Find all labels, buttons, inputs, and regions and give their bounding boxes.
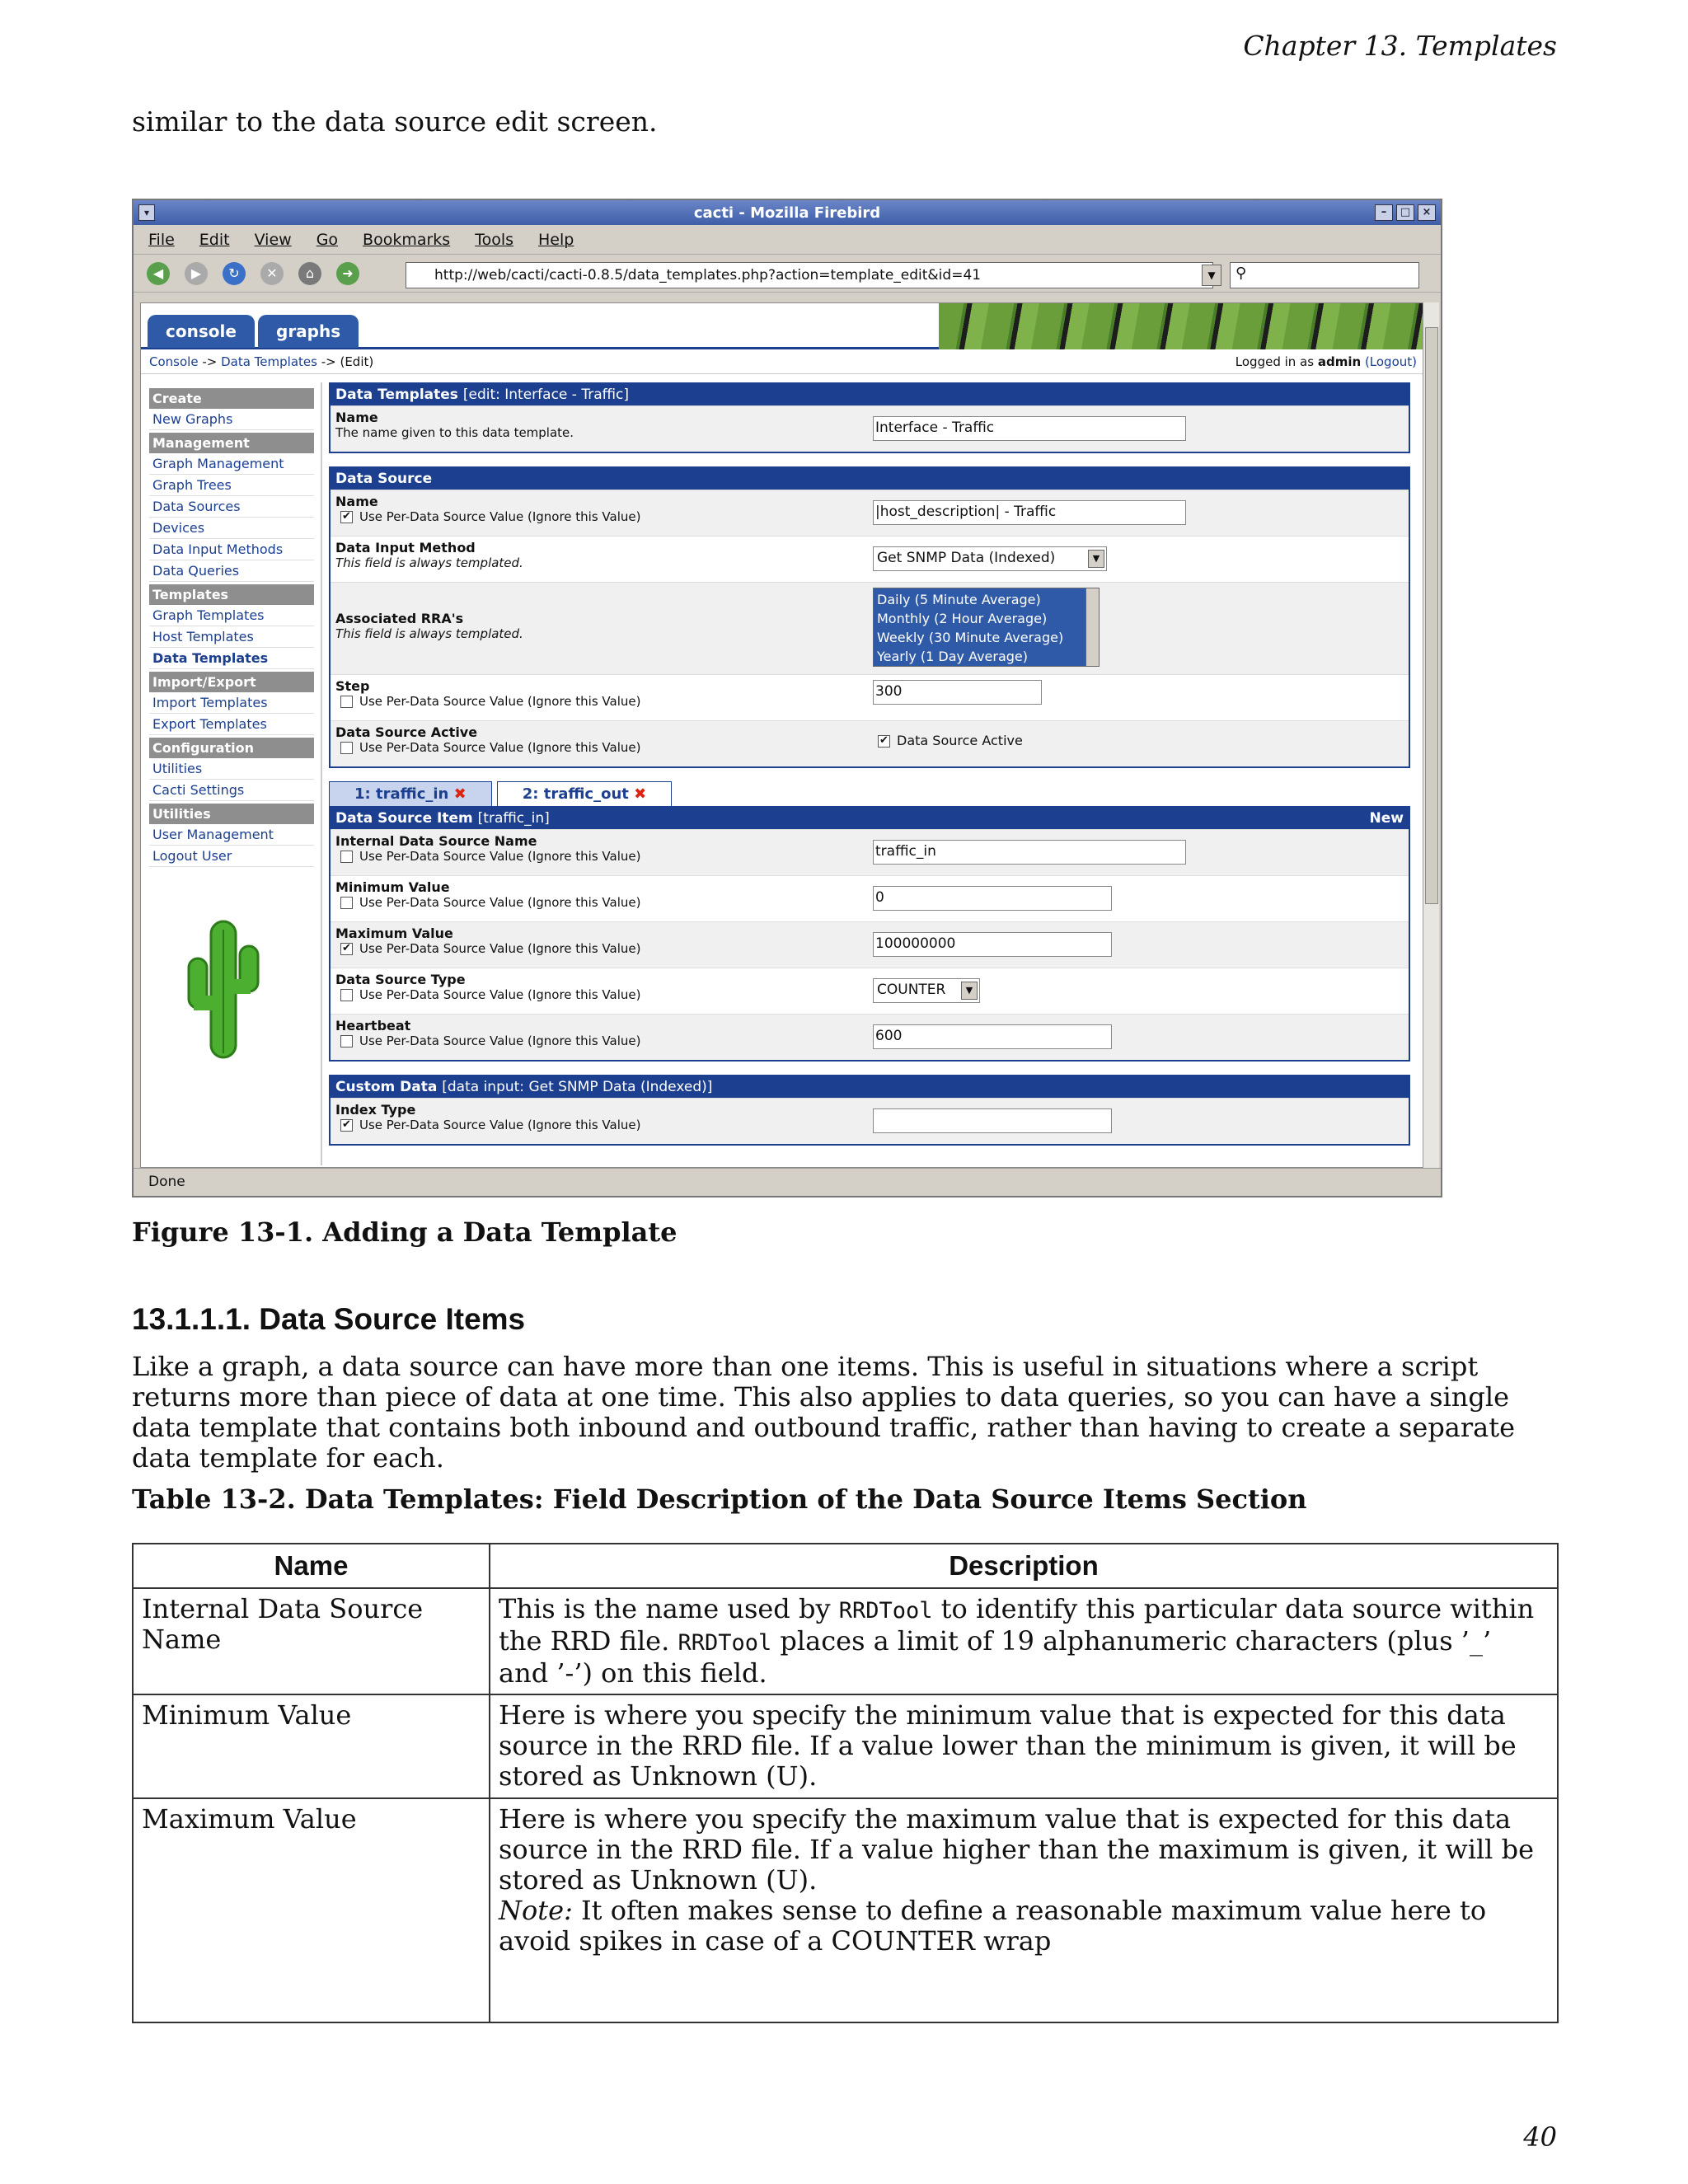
chevron-down-icon: ▼ xyxy=(961,982,978,1000)
index-type-per-ds-checkbox[interactable]: ✔ xyxy=(340,1119,353,1132)
step-per-ds-checkbox[interactable] xyxy=(340,696,353,708)
sidebar-heading: Management xyxy=(149,433,314,453)
menu-help[interactable]: Help xyxy=(538,230,574,249)
sidebar-item[interactable]: Logout User xyxy=(149,846,314,867)
menu-edit[interactable]: Edit xyxy=(199,230,230,249)
rra-scrollbar[interactable] xyxy=(1085,588,1099,666)
item-field-input[interactable]: traffic_in xyxy=(873,840,1186,865)
column-header-description: Description xyxy=(490,1544,1558,1588)
status-bar: Done xyxy=(134,1168,1441,1196)
tab-console[interactable]: console xyxy=(148,315,255,348)
forward-icon[interactable]: ▶ xyxy=(185,262,208,285)
menu-view[interactable]: View xyxy=(254,230,292,249)
per-ds-checkbox[interactable] xyxy=(340,989,353,1001)
cactus-logo xyxy=(182,913,265,1062)
sidebar-heading: Import/Export xyxy=(149,672,314,692)
sidebar-item[interactable]: Export Templates xyxy=(149,714,314,735)
back-icon[interactable]: ◀ xyxy=(147,262,170,285)
sidebar-menu xyxy=(149,386,314,867)
sidebar-item[interactable]: Host Templates xyxy=(149,626,314,648)
sidebar-item[interactable]: Cacti Settings xyxy=(149,780,314,801)
step-input[interactable]: 300 xyxy=(873,680,1042,705)
table-row: Maximum Value Here is where you specify the maximum value that is expected for this data source in the RRD file. If a value higher than the maximum is given, it will be stored as Unknown (U). Note: It often makes sense to define a reasonable maximum value here to avoid spikes in case of a COUNTER wrap xyxy=(133,1798,1558,2022)
item-field-input[interactable]: 0 xyxy=(873,886,1112,911)
sidebar-heading: Create xyxy=(149,388,314,409)
sidebar-item[interactable]: New Graphs xyxy=(149,409,314,430)
page-scrollbar[interactable] xyxy=(1423,302,1439,1168)
logout-link[interactable]: (Logout) xyxy=(1364,354,1417,369)
per-ds-checkbox[interactable]: ✔ xyxy=(340,943,353,955)
sidebar-item[interactable]: Graph Trees xyxy=(149,475,314,496)
stop-icon[interactable]: ✕ xyxy=(260,262,284,285)
data-source-active-checkbox[interactable]: ✔ xyxy=(878,735,890,748)
data-source-type-select[interactable]: COUNTER ▼ xyxy=(873,978,980,1003)
intro-text: similar to the data source edit screen. xyxy=(132,105,658,138)
sidebar-heading: Utilities xyxy=(149,804,314,824)
main-form xyxy=(329,382,1410,1159)
sidebar-item[interactable]: Utilities xyxy=(149,758,314,780)
username: admin xyxy=(1317,354,1362,369)
delete-icon[interactable]: ✖ xyxy=(453,785,467,803)
field-description-table xyxy=(132,1543,1559,2023)
sidebar-heading: Templates xyxy=(149,584,314,605)
data-input-method-select[interactable]: Get SNMP Data (Indexed) ▼ xyxy=(873,546,1107,571)
close-icon[interactable]: × xyxy=(1418,204,1436,221)
minimize-icon[interactable]: – xyxy=(1375,204,1393,221)
running-head: Chapter 13. Templates xyxy=(1243,30,1557,62)
sidebar-item[interactable]: Graph Management xyxy=(149,453,314,475)
item-field-input[interactable]: 600 xyxy=(873,1024,1112,1049)
sidebar-item[interactable]: Data Input Methods xyxy=(149,539,314,560)
table-caption: Table 13-2. Data Templates: Field Description of the Data Source Items Section xyxy=(132,1483,1307,1515)
sidebar-item[interactable]: Data Queries xyxy=(149,560,314,582)
search-icon: ⚲ xyxy=(1236,265,1247,282)
url-dropdown-icon[interactable]: ▼ xyxy=(1202,265,1221,286)
item-field-row: Heartbeat Use Per-Data Source Value (Ignore this Value) 600 xyxy=(331,1014,1409,1060)
name-per-ds-checkbox[interactable]: ✔ xyxy=(340,511,353,523)
window-title: cacti - Mozilla Firebird xyxy=(693,204,881,222)
item-field-row: Maximum Value ✔ Use Per-Data Source Value (Ignore this Value) 100000000 xyxy=(331,921,1409,968)
active-per-ds-checkbox[interactable] xyxy=(340,742,353,754)
section-heading: 13.1.1.1. Data Source Items xyxy=(132,1302,526,1336)
sidebar-item[interactable]: Data Sources xyxy=(149,496,314,518)
custom-data-panel: Custom Data [data input: Get SNMP Data (Indexed)] Index Type ✔ Use Per-Data Source Value (Ignore this Value) xyxy=(329,1075,1410,1146)
tab-traffic-in[interactable]: 1: traffic_in ✖ xyxy=(329,781,492,806)
data-source-item-panel: Data Source Item [traffic_in] New Internal Data Source Name Use Per-Data Source Value (Ignore this Value) traffic_in Minimum Value Use Per-Data Source Value (Ignore this Value) 0 Maximum Value ✔ Use Per-Data Source Value (Ignore this Value) 100000000 Data Source Type Use Per-Data Source Value (Ignore this Value) COUNTER ▼ Heartbeat Use Per-Data Source Value (Ignore this Value) 600 xyxy=(329,806,1410,1062)
data-templates-panel: Data Templates [edit: Interface - Traffic] Name The name given to this data template. Interface - Traffic xyxy=(329,382,1410,453)
chevron-down-icon: ▼ xyxy=(1088,550,1104,568)
sidebar-item[interactable]: Devices xyxy=(149,518,314,539)
per-ds-checkbox[interactable] xyxy=(340,1035,353,1047)
breadcrumb-console[interactable]: Console xyxy=(149,354,199,369)
new-item-link[interactable]: New xyxy=(1369,810,1404,827)
menu-file[interactable]: File xyxy=(148,230,175,249)
delete-icon[interactable]: ✖ xyxy=(634,785,647,803)
per-ds-checkbox[interactable] xyxy=(340,851,353,863)
table-row: Internal Data Source Name This is the name used by RRDTool to identify this particular data source within the RRD file. RRDTool places a limit of 19 alphanumeric characters (plus ’_’ and ’-’) on this field. xyxy=(133,1588,1558,1694)
index-type-input[interactable] xyxy=(873,1108,1112,1133)
search-field[interactable] xyxy=(1230,262,1419,288)
breadcrumb-data-templates[interactable]: Data Templates xyxy=(221,354,317,369)
rra-multiselect[interactable]: Daily (5 Minute Average) Monthly (2 Hour Average) Weekly (30 Minute Average) Yearly (1 Day Average) xyxy=(873,588,1100,667)
template-name-input[interactable]: Interface - Traffic xyxy=(873,416,1186,441)
item-tabs xyxy=(329,781,1410,806)
menu-go[interactable]: Go xyxy=(316,230,339,249)
sidebar-item[interactable]: Import Templates xyxy=(149,692,314,714)
tab-graphs[interactable]: graphs xyxy=(258,315,359,348)
go-icon[interactable]: ➜ xyxy=(336,262,359,285)
data-source-panel: Data Source Name ✔ Use Per-Data Source Value (Ignore this Value) |host_description| - Traffic Data Input Method This field is always templated. Get SNMP Data (Indexed) ▼ Associated RRA's This field is always templated. Daily (5 Minute Average) Monthly (2 Hour Average) Weekly (30 Minute Average) Yearly (1 Day Average) Step Use Per-Data Source Value (Ignore this Value) 300 Data Source Active Use Per-Data Source Value (Ignore this Value) ✔ Data Source Active xyxy=(329,466,1410,768)
screenshot-figure xyxy=(132,199,1442,1197)
item-field-row: Data Source Type Use Per-Data Source Value (Ignore this Value) COUNTER ▼ xyxy=(331,968,1409,1014)
breadcrumb: Console -> Data Templates -> (Edit) Logged in as admin (Logout) xyxy=(141,349,1425,374)
item-field-input[interactable]: 100000000 xyxy=(873,932,1112,957)
menu-bar xyxy=(134,225,1441,255)
item-field-row: Minimum Value Use Per-Data Source Value (Ignore this Value) 0 xyxy=(331,875,1409,921)
ds-name-input[interactable]: |host_description| - Traffic xyxy=(873,500,1186,525)
maximize-icon[interactable]: □ xyxy=(1396,204,1414,221)
sidebar-heading: Configuration xyxy=(149,738,314,758)
item-field-row: Internal Data Source Name Use Per-Data Source Value (Ignore this Value) traffic_in xyxy=(331,829,1409,875)
menu-bookmarks[interactable]: Bookmarks xyxy=(363,230,451,249)
page-number: 40 xyxy=(1523,2121,1557,2153)
per-ds-checkbox[interactable] xyxy=(340,897,353,909)
menu-tools[interactable]: Tools xyxy=(475,230,514,249)
column-header-name: Name xyxy=(133,1544,490,1588)
home-icon[interactable]: ⌂ xyxy=(298,262,321,285)
sidebar-item[interactable]: Data Templates xyxy=(149,648,314,669)
page-viewport xyxy=(140,302,1426,1168)
banner-cactus-art xyxy=(939,303,1425,349)
figure-caption: Figure 13-1. Adding a Data Template xyxy=(132,1216,678,1248)
table-row: Minimum Value Here is where you specify the minimum value that is expected for this data source in the RRD file. If a value lower than the minimum is given, it will be stored as Unknown (U). xyxy=(133,1694,1558,1798)
url-bar[interactable]: http://web/cacti/cacti-0.8.5/data_templates.php?action=template_edit&id=41 xyxy=(406,262,1213,288)
tab-traffic-out[interactable]: 2: traffic_out ✖ xyxy=(497,781,673,806)
window-titlebar xyxy=(134,200,1441,225)
sidebar-item[interactable]: Graph Templates xyxy=(149,605,314,626)
reload-icon[interactable]: ↻ xyxy=(223,262,246,285)
section-paragraph: Like a graph, a data source can have more than one items. This is useful in situations where a script returns more than piece of data at one time. This also applies to data queries, so you can have a single data template that contains both inbound and outbound traffic, rather than having to create a separate data template for each. xyxy=(132,1351,1516,1474)
window-menu-icon[interactable]: ▾ xyxy=(138,204,155,221)
cacti-banner xyxy=(141,303,1425,349)
sidebar-item[interactable]: User Management xyxy=(149,824,314,846)
